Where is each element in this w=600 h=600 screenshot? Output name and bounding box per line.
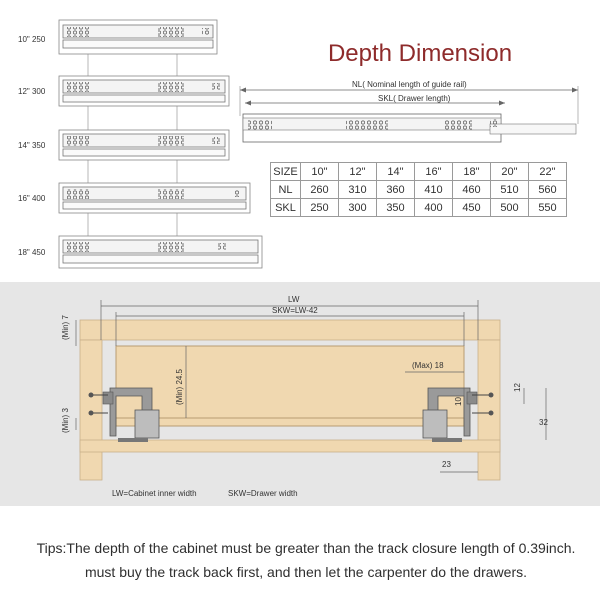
lw-dimension: LW [288,295,300,304]
legend-lw: LW=Cabinet inner width [112,489,197,498]
min7-dimension: (Min) 7 [61,315,70,340]
table-cell: 250 [301,199,339,217]
table-cell: NL [271,181,301,199]
table-cell: 260 [301,181,339,199]
max18-dimension: (Max) 18 [412,361,444,370]
table-cell: 20" [491,163,529,181]
slide-14 [59,130,229,160]
table-cell: 550 [529,199,567,217]
table-cell: 360 [377,181,415,199]
slide-18 [59,236,262,268]
table-cell: 350 [377,199,415,217]
table-cell: 510 [491,181,529,199]
d12-dimension: 12 [513,383,522,392]
skw-dimension: SKW=LW-42 [272,306,318,315]
table-cell: 12" [339,163,377,181]
table-cell: 14" [377,163,415,181]
table-cell: 450 [453,199,491,217]
table-cell: 18" [453,163,491,181]
slide-label-18: 18" 450 [18,248,46,257]
slide-label-12: 12" 300 [18,87,46,96]
table-cell: SIZE [271,163,301,181]
slide-12 [59,76,229,106]
d23-dimension: 23 [442,460,451,469]
guide-rail-drawing [240,80,578,142]
skl-label: SKL( Drawer length) [378,94,451,103]
tips-line-2: must buy the track back first, and then let the carpenter do the drawers. [84,564,527,580]
table-cell: 410 [415,181,453,199]
d10-dimension: 10 [454,397,463,406]
slide-label-16: 16" 400 [18,194,46,203]
legend-skw: SKW=Drawer width [228,489,298,498]
slide-10 [59,20,217,54]
table-cell: 310 [339,181,377,199]
tips-line-1: Tips:The depth of the cabinet must be greater than the track closure length of 0.39inch. [36,540,576,556]
slide-label-10: 10" 250 [18,35,46,44]
tips-text [16,536,596,584]
table-cell: SKL [271,199,301,217]
table-cell: 500 [491,199,529,217]
table-cell: 400 [415,199,453,217]
nl-label: NL( Nominal length of guide rail) [352,80,467,89]
table-cell: 10" [301,163,339,181]
table-row [271,181,567,199]
table-row [271,163,567,181]
table-cell: 560 [529,181,567,199]
table-cell: 16" [415,163,453,181]
slide-label-14: 14" 350 [18,141,46,150]
table-cell: 460 [453,181,491,199]
table-cell: 300 [339,199,377,217]
slide-16 [59,183,250,213]
page-title: Depth Dimension [327,40,513,67]
table-cell: 22" [529,163,567,181]
d32-dimension: 32 [539,418,548,427]
min3-dimension: (Min) 3 [61,408,70,433]
min245-dimension: (Min) 24.5 [175,368,184,405]
table-row [271,199,567,217]
size-table [270,162,567,217]
